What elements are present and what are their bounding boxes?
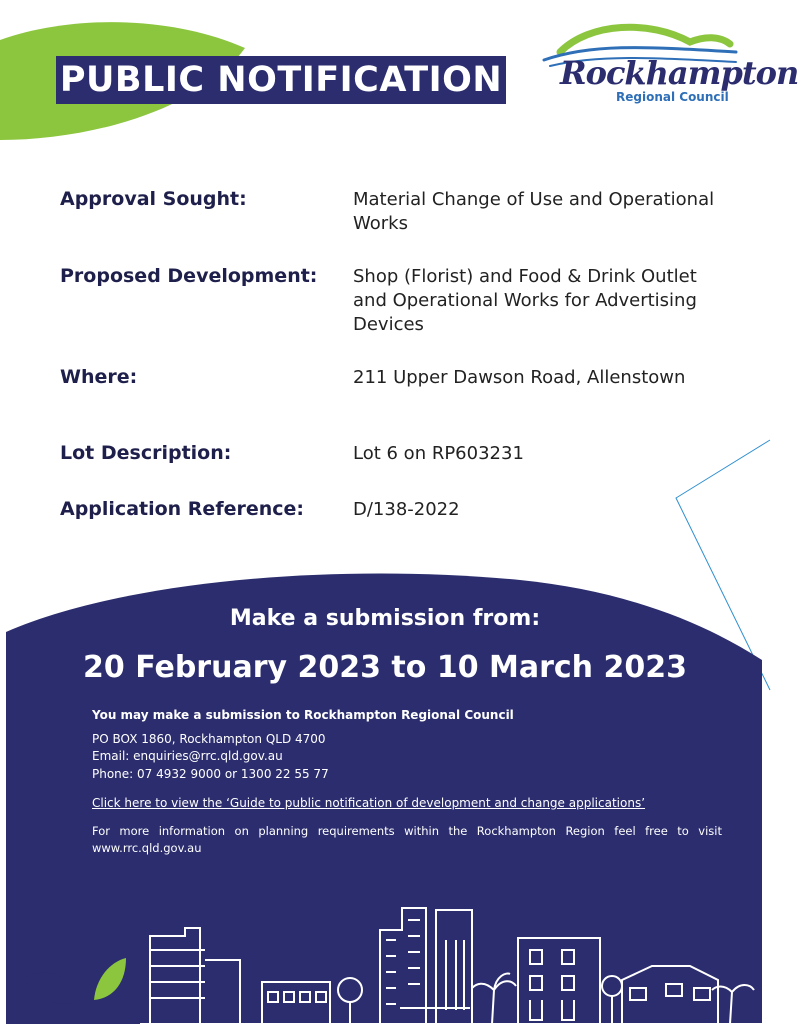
- page-title: PUBLIC NOTIFICATION: [56, 56, 506, 104]
- submission-address: PO BOX 1860, Rockhampton QLD 4700: [92, 732, 326, 746]
- detail-label: Lot Description:: [60, 442, 232, 464]
- detail-label: Where:: [60, 366, 138, 388]
- submission-heading: Make a submission from:: [229, 606, 541, 631]
- logo-wordmark: Rockhampton: [560, 54, 798, 92]
- council-logo: [540, 22, 798, 112]
- submission-email: Email: enquiries@rrc.qld.gov.au: [92, 749, 283, 763]
- detail-value: Shop (Florist) and Food & Drink Outlet and Operational Works for Advertising Devices: [353, 266, 697, 335]
- guide-link[interactable]: Click here to view the ‘Guide to public notification of development and change applications’: [92, 796, 646, 810]
- logo-subtitle: Regional Council: [616, 90, 729, 104]
- detail-label: Application Reference:: [60, 498, 305, 520]
- detail-value: 211 Upper Dawson Road, Allenstown: [353, 367, 686, 388]
- detail-label: Proposed Development:: [60, 265, 318, 287]
- submission-intro: You may make a submission to Rockhampton Regional Council: [92, 708, 514, 722]
- detail-value: D/138-2022: [353, 499, 460, 520]
- submission-phone: Phone: 07 4932 9000 or 1300 22 55 77: [92, 767, 329, 781]
- guide-link-wrapper: [92, 795, 722, 812]
- more-info-text: For more information on planning requirements within the Rockhampton Region feel free to visit www.rrc.qld.gov.au: [92, 824, 722, 855]
- submission-date-range: 20 February 2023 to 10 March 2023: [83, 650, 687, 685]
- city-skyline-illustration: [0, 880, 770, 1024]
- detail-value: Material Change of Use and Operational Works: [353, 189, 715, 234]
- detail-value: Lot 6 on RP603231: [353, 443, 524, 464]
- detail-label: Approval Sought:: [60, 188, 247, 210]
